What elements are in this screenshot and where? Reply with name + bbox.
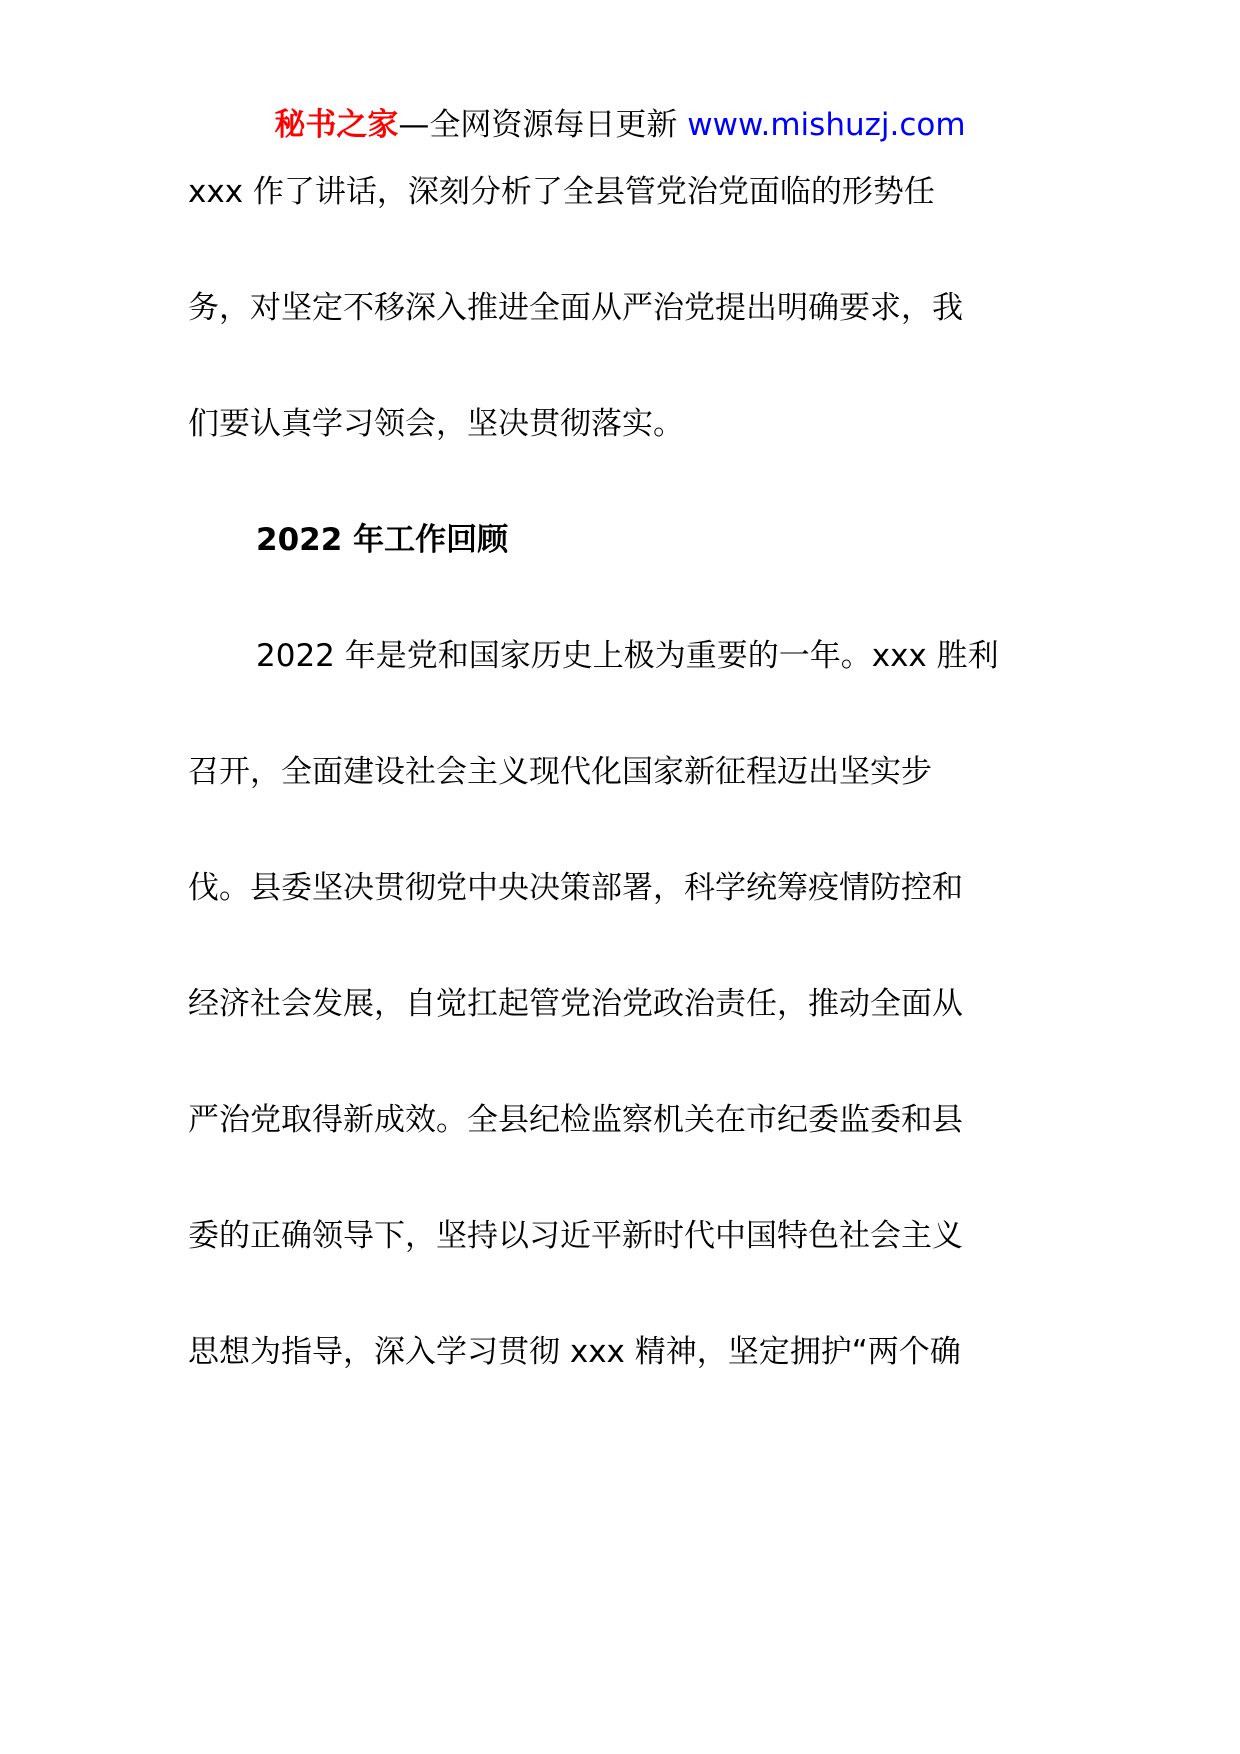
body-text-line: 思想为指导，深入学习贯彻 xxx 精神，坚定拥护“两个确 bbox=[188, 1334, 961, 1370]
site-url-link[interactable]: www.mishuzj.com bbox=[687, 107, 966, 143]
body-text-line: 伐。县委坚决贯彻党中央决策部署，科学统筹疫情防控和 bbox=[188, 870, 963, 906]
body-text-line: 2022 年是党和国家历史上极为重要的一年。xxx 胜利 bbox=[256, 638, 999, 674]
body-text-line: 严治党取得新成效。全县纪检监察机关在市纪委监委和县 bbox=[188, 1102, 963, 1138]
body-text-line: 们要认真学习领会，坚决贯彻落实。 bbox=[188, 406, 684, 442]
brand-name: 秘书之家 bbox=[274, 107, 399, 143]
site-header bbox=[0, 103, 1240, 147]
body-text-line: 召开，全面建设社会主义现代化国家新征程迈出坚实步 bbox=[188, 754, 932, 790]
header-tagline: —全网资源每日更新 bbox=[398, 107, 688, 143]
body-text-line: xxx 作了讲话，深刻分析了全县管党治党面临的形势任 bbox=[188, 174, 935, 210]
section-heading: 2022 年工作回顾 bbox=[256, 522, 509, 558]
body-text-line: 务，对坚定不移深入推进全面从严治党提出明确要求，我 bbox=[188, 290, 963, 326]
body-text-line: 经济社会发展，自觉扛起管党治党政治责任，推动全面从 bbox=[188, 986, 963, 1022]
body-text-line: 委的正确领导下，坚持以习近平新时代中国特色社会主义 bbox=[188, 1218, 963, 1254]
